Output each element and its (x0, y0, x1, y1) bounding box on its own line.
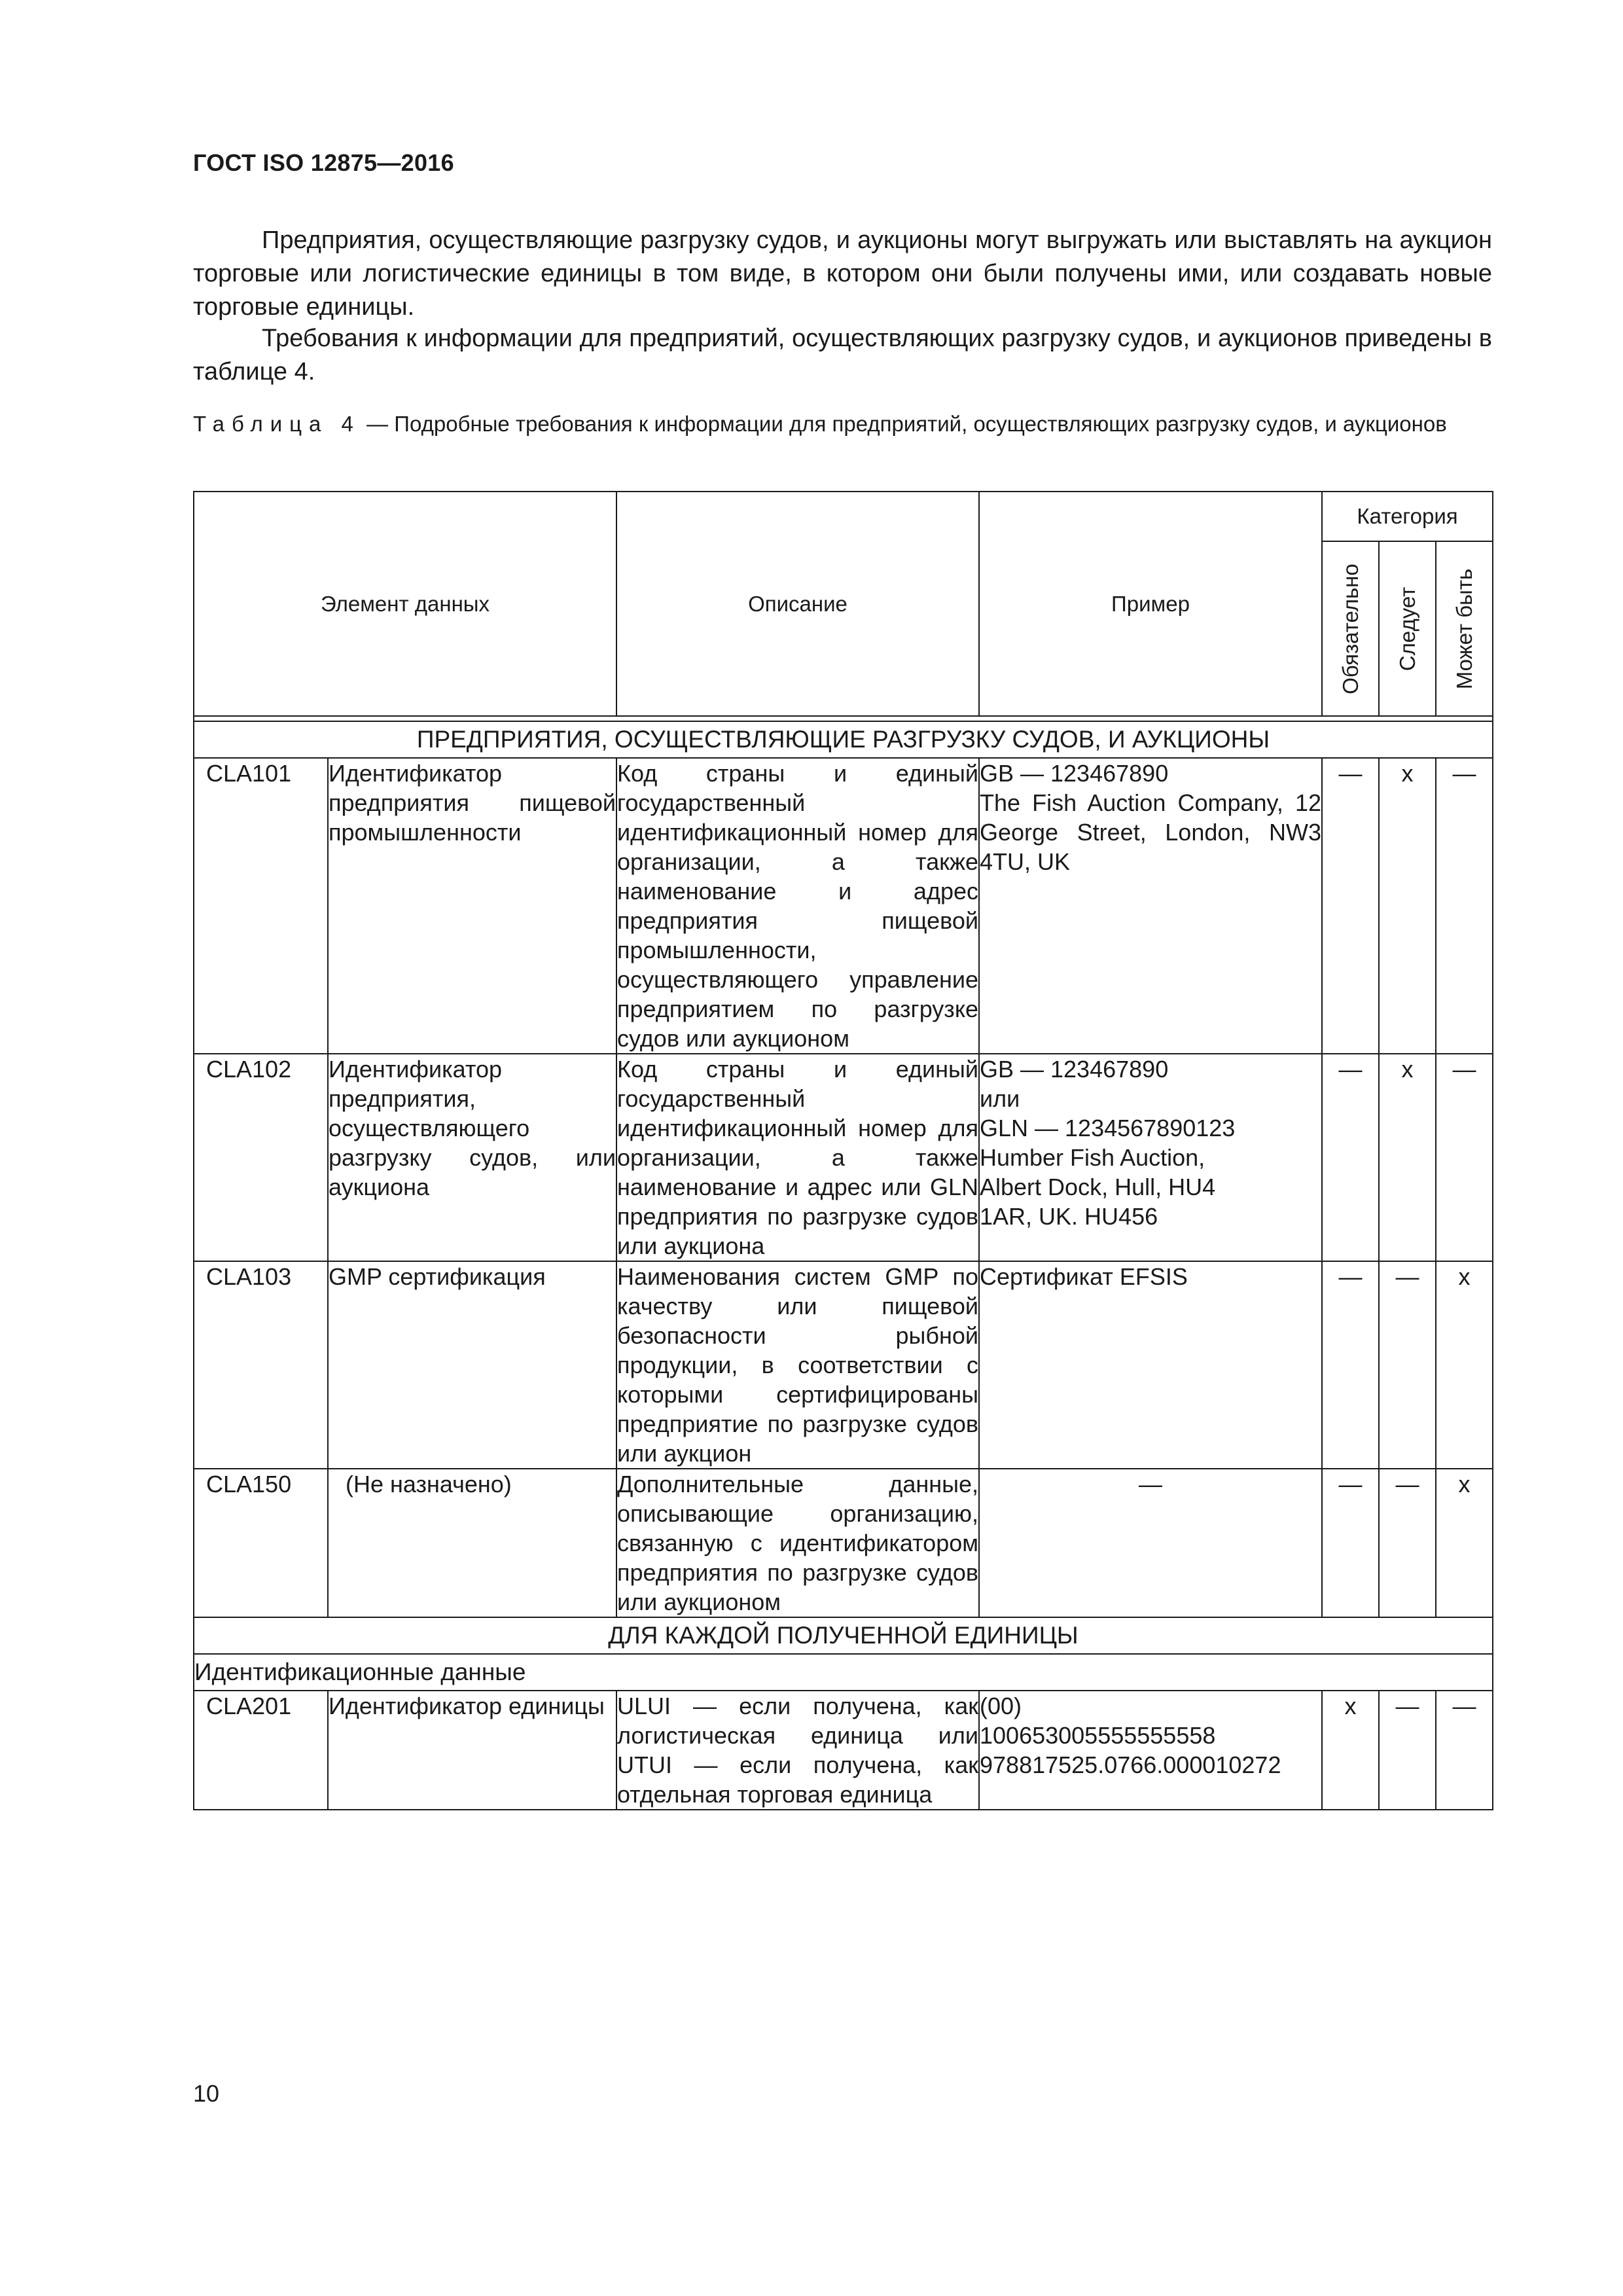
row-may: — (1436, 1054, 1493, 1261)
paragraph-intro: Предприятия, осуществляющие разгрузку судов, и аукционы могут выгружать или выставлять на аукцион торговые или логистические единицы в том виде, в котором они были получены ими, или создавать новые торговые единицы. (193, 226, 1492, 321)
table-caption-label: Таблица 4 (193, 412, 361, 436)
table-row (194, 1261, 1493, 1469)
row-should: x (1379, 1054, 1436, 1261)
example-line: GB — 123467890 (980, 760, 1169, 787)
row-mandatory: — (1322, 758, 1379, 1054)
page-number: 10 (193, 2080, 220, 2107)
example-line: или (980, 1085, 1020, 1112)
section-row (194, 721, 1493, 758)
header-separator (194, 716, 1493, 721)
section-row (194, 1617, 1493, 1654)
table-caption (193, 409, 1492, 439)
header-should-text: Следует (1395, 586, 1419, 671)
example-line: Humber Fish Auction, (980, 1144, 1205, 1171)
example-line: — (1139, 1471, 1162, 1498)
document-header: ГОСТ ISO 12875—2016 (193, 149, 454, 176)
row-code: CLA201 (194, 1691, 328, 1810)
row-mandatory: — (1322, 1469, 1379, 1617)
example-line: Albert Dock, Hull, HU4 (980, 1174, 1216, 1200)
header-mandatory (1322, 541, 1379, 716)
row-example (979, 758, 1322, 1054)
row-description: ULUI — если получена, как логистическая единица или UTUI — если получена, как отдельная торговая единица (616, 1691, 979, 1810)
row-element: Идентификатор предприятия пищевой промышленности (328, 758, 616, 1054)
row-example (979, 1261, 1322, 1469)
row-should: — (1379, 1261, 1436, 1469)
example-line: 1AR, UK. HU456 (980, 1203, 1158, 1230)
row-description: Дополнительные данные, описывающие организацию, связанную с идентификатором предприятия по разгрузке судов или аукционом (616, 1469, 979, 1617)
row-element: GMP сертификация (328, 1261, 616, 1469)
row-code: CLA150 (194, 1469, 328, 1617)
row-example (979, 1691, 1322, 1810)
example-line: 100653005555555558 (980, 1722, 1216, 1749)
example-line: GLN — 1234567890123 (980, 1115, 1236, 1141)
section-title-received-unit: ДЛЯ КАЖДОЙ ПОЛУЧЕННОЙ ЕДИНИЦЫ (194, 1617, 1493, 1654)
row-should: — (1379, 1691, 1436, 1810)
row-description: Код страны и единый государственный идентификационный номер для организации, а также наименование и адрес или GLN предприятия по разгрузке судов или аукциона (616, 1054, 979, 1261)
row-example (979, 1469, 1322, 1617)
row-should: x (1379, 758, 1436, 1054)
header-category: Категория (1322, 492, 1493, 541)
header-mandatory-text: Обязательно (1338, 563, 1363, 694)
table-row (194, 1469, 1493, 1617)
row-should: — (1379, 1469, 1436, 1617)
example-line: Сертификат EFSIS (980, 1263, 1188, 1290)
subsection-title-identification: Идентификационные данные (194, 1654, 1493, 1691)
section-title-enterprises: ПРЕДПРИЯТИЯ, ОСУЩЕСТВЛЯЮЩИЕ РАЗГРУЗКУ СУДОВ, И АУКЦИОНЫ (194, 721, 1493, 758)
header-element: Элемент данных (194, 492, 616, 716)
row-example (979, 1054, 1322, 1261)
header-may (1436, 541, 1493, 716)
example-line: 978817525.0766.000010272 (980, 1751, 1281, 1778)
row-may: x (1436, 1469, 1493, 1617)
row-mandatory: — (1322, 1054, 1379, 1261)
table-row (194, 1054, 1493, 1261)
row-element: Идентификатор единицы (328, 1691, 616, 1810)
table-row (194, 1691, 1493, 1810)
row-may: x (1436, 1261, 1493, 1469)
table-row (194, 758, 1493, 1054)
row-mandatory: — (1322, 1261, 1379, 1469)
row-description: Наименования систем GMP по качеству или пищевой безопасности рыбной продукции, в соответствии с которыми сертифицированы предприятие по разгрузке судов или аукцион (616, 1261, 979, 1469)
row-element: (Не назначено) (328, 1469, 616, 1617)
requirements-table (193, 491, 1493, 1810)
subsection-row (194, 1654, 1493, 1691)
paragraph-requirements: Требования к информации для предприятий, осуществляющих разгрузку судов, и аукционов приведены в таблице 4. (193, 325, 1492, 386)
row-code: CLA103 (194, 1261, 328, 1469)
row-may: — (1436, 1691, 1493, 1810)
row-code: CLA102 (194, 1054, 328, 1261)
example-line: GB — 123467890 (980, 1056, 1169, 1083)
example-line: The Fish Auction Company, 12 George Street, London, NW3 4TU, UK (980, 789, 1321, 875)
header-should (1379, 541, 1436, 716)
header-description: Описание (616, 492, 979, 716)
row-code: CLA101 (194, 758, 328, 1054)
header-example: Пример (979, 492, 1322, 716)
header-may-text: Может быть (1452, 568, 1476, 689)
row-description: Код страны и единый государственный идентификационный номер для организации, а также наименование и адрес предприятия пищевой промышленности, осуществляющего управление предприятием по разгрузке судов или аукционом (616, 758, 979, 1054)
row-mandatory: x (1322, 1691, 1379, 1810)
row-may: — (1436, 758, 1493, 1054)
table-caption-text: — Подробные требования к информации для предприятий, осуществляющих разгрузку судов, и аукционов (360, 412, 1447, 436)
row-element: Идентификатор предприятия, осуществляющего разгрузку судов, или аукциона (328, 1054, 616, 1261)
example-line: (00) (980, 1693, 1022, 1719)
